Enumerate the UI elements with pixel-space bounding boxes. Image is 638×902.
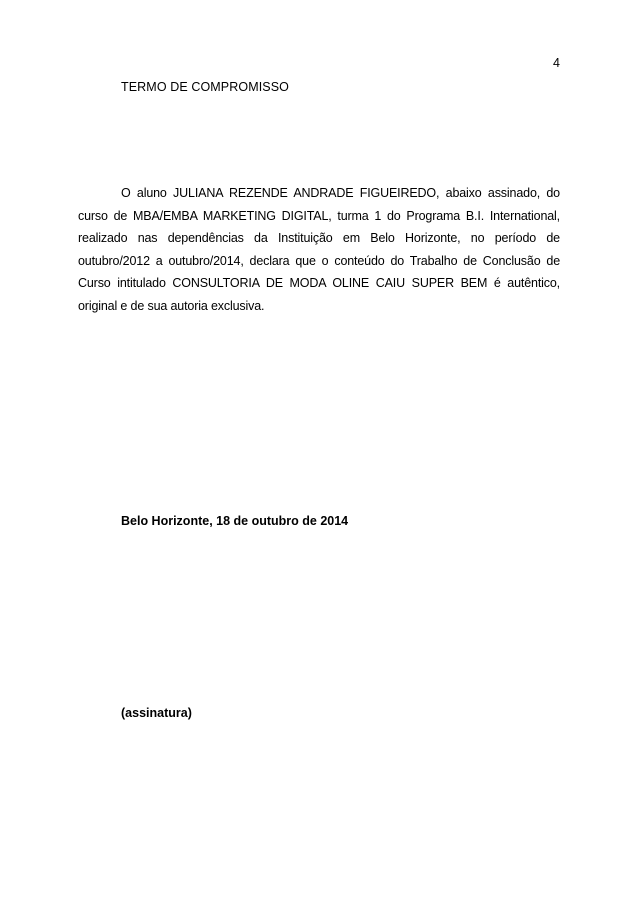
signature-label: (assinatura) xyxy=(121,706,192,720)
commitment-paragraph: O aluno JULIANA REZENDE ANDRADE FIGUEIREDO, abaixo assinado, do curso de MBA/EMBA MARKETING DIGITAL, turma 1 do Programa B.I. International, realizado nas dependências da Instituição em Belo Horizonte, no período de outubro/2012 a outubro/2014, declara que o conteúdo do Trabalho de Conclusão de Curso intitulado CONSULTORIA DE MODA OLINE CAIU SUPER BEM é autêntico, original e de sua autoria exclusiva. xyxy=(78,186,560,313)
page-number: 4 xyxy=(553,56,560,70)
document-title: TERMO DE COMPROMISSO xyxy=(121,80,289,94)
place-and-date: Belo Horizonte, 18 de outubro de 2014 xyxy=(121,514,349,528)
